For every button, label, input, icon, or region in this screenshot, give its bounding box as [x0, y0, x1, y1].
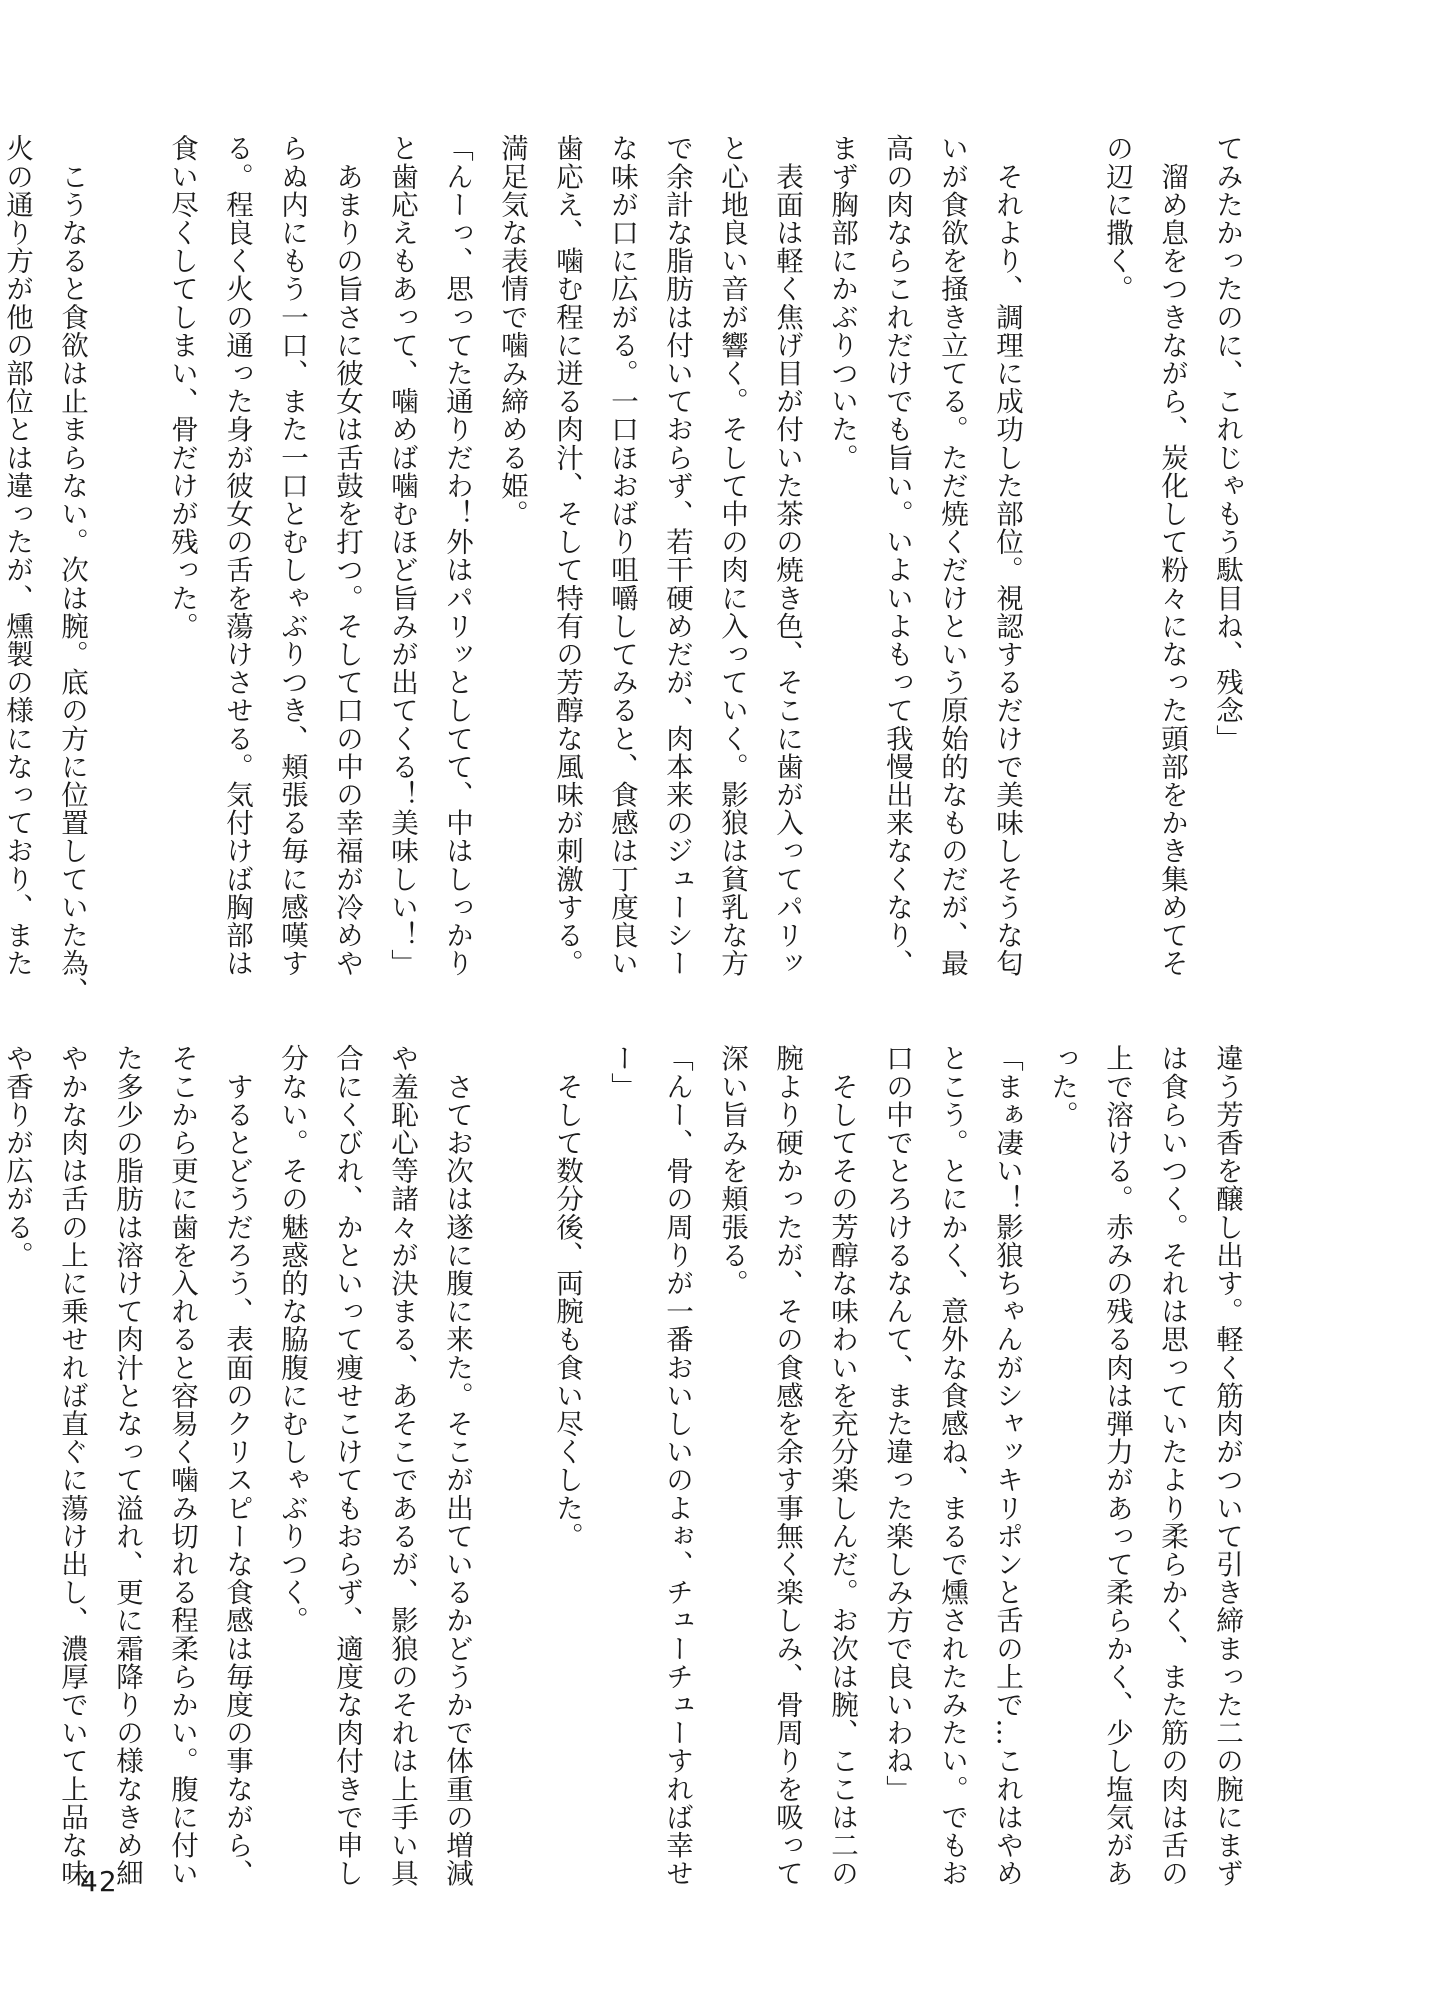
text-line: 歯応え、噛む程に迸る肉汁、そして特有の芳醇な風味が刺激する。 [551, 134, 583, 977]
blank-line [484, 1044, 539, 1924]
text-line: 上で溶ける。赤みの残る肉は弾力があって柔らかく、少し塩気があ [1101, 1044, 1133, 1887]
text-line: と心地良い音が響く。そして中の肉に入っていく。影狼は貧乳な方 [716, 134, 748, 977]
text-line: 腕より硬かったが、その食感を余す事無く楽しみ、骨周りを吸って [771, 1044, 803, 1887]
text-line: 分ない。その魅惑的な脇腹にむしゃぶりつく。 [276, 1044, 308, 1635]
text-line: いが食欲を掻き立てる。ただ焼くだけという原始的なものだが、最 [936, 134, 968, 977]
text-line: 高の肉ならこれだけでも旨い。いよいよもって我慢出来なくなり、 [881, 134, 913, 977]
text-line: た多少の脂肪は溶けて肉汁となって溢れ、更に霜降りの様なきめ細 [111, 1044, 143, 1887]
text-line: や香りが広がる。 [1, 1044, 33, 1269]
text-line: まず胸部にかぶりついた。 [826, 134, 858, 472]
text-line: や羞恥心等諸々が決まる、あそこであるが、影狼のそれは上手い具 [386, 1044, 418, 1887]
dialogue-line: 「んー、骨の周りが一番おいしいのよぉ、チューチューすれば幸せ [661, 1044, 693, 1887]
dialogue-line: と歯応えもあって、噛めば噛むほど旨みが出てくる！美味しい！」 [386, 134, 418, 977]
text-line: 表面は軽く焦げ目が付いた茶の焼き色、そこに歯が入ってパリッ [771, 134, 803, 977]
page-number: 42 [80, 1865, 118, 1898]
text-line: った。 [1046, 1044, 1078, 1129]
text-line: 溜め息をつきながら、炭化して粉々になった頭部をかき集めてそ [1156, 134, 1188, 977]
dialogue-line: 「んーっ、思ってた通りだわ！外はパリッとしてて、中はしっかり [441, 134, 473, 977]
dialogue-line: とこう。とにかく、意外な食感ね、まるで燻されたみたい。でもお [936, 1044, 968, 1887]
text-line: 深い旨みを頬張る。 [716, 1044, 748, 1297]
text-line: あまりの旨さに彼女は舌鼓を打つ。そして口の中の幸福が冷めや [331, 134, 363, 977]
top-text-block [1, 134, 1254, 1014]
text-line: 違う芳香を醸し出す。軽く筋肉がついて引き締まった二の腕にまず [1211, 1044, 1243, 1887]
text-line: で余計な脂肪は付いておらず、若干硬めだが、肉本来のジューシー [661, 134, 693, 977]
dialogue-line: 口の中でとろけるなんて、また違った楽しみ方で良いわね」 [881, 1044, 913, 1803]
text-line: そして数分後、両腕も食い尽くした。 [551, 1044, 583, 1550]
text-line: の辺に撒く。 [1101, 134, 1133, 303]
text-line: てみたかったのに、これじゃもう駄目ね、残念」 [1211, 134, 1243, 753]
blank-line [1034, 134, 1089, 1014]
text-line: る。程良く火の通った身が彼女の舌を蕩けさせる。気付けば胸部は [221, 134, 253, 977]
text-line: は食らいつく。それは思っていたより柔らかく、また筋の肉は舌の [1156, 1044, 1188, 1887]
text-line: 合にくびれ、かといって痩せこけてもおらず、適度な肉付きで申し [331, 1044, 363, 1887]
text-line: こうなると食欲は止まらない。次は腕。底の方に位置していた為、 [56, 134, 88, 1006]
dialogue-line: ー」 [606, 1044, 638, 1101]
text-line: そこから更に歯を入れると容易く噛み切れる程柔らかい。腹に付い [166, 1044, 198, 1887]
text-line: さてお次は遂に腹に来た。そこが出ているかどうかで体重の増減 [441, 1044, 473, 1887]
text-line: 火の通り方が他の部位とは違ったが、燻製の様になっており、また [1, 134, 33, 977]
text-line: な味が口に広がる。一口ほおばり咀嚼してみると、食感は丁度良い [606, 134, 638, 977]
text-line: やかな肉は舌の上に乗せれば直ぐに蕩け出し、濃厚でいて上品な味 [56, 1044, 88, 1887]
dialogue-line: 「まぁ凄い！影狼ちゃんがシャッキリポンと舌の上で…これはやめ [991, 1044, 1023, 1887]
blank-line [99, 134, 154, 1014]
text-line: それより、調理に成功した部位。視認するだけで美味しそうな匂 [991, 134, 1023, 977]
text-line: 食い尽くしてしまい、骨だけが残った。 [166, 134, 198, 640]
text-line: 満足気な表情で噛み締める姫。 [496, 134, 528, 528]
text-line: するとどうだろう、表面のクリスピーな食感は毎度の事ながら、 [221, 1044, 253, 1887]
text-line: らぬ内にもう一口、また一口とむしゃぶりつき、頬張る毎に感嘆す [276, 134, 308, 977]
text-line: そしてその芳醇な味わいを充分楽しんだ。お次は腕、ここは二の [826, 1044, 858, 1887]
